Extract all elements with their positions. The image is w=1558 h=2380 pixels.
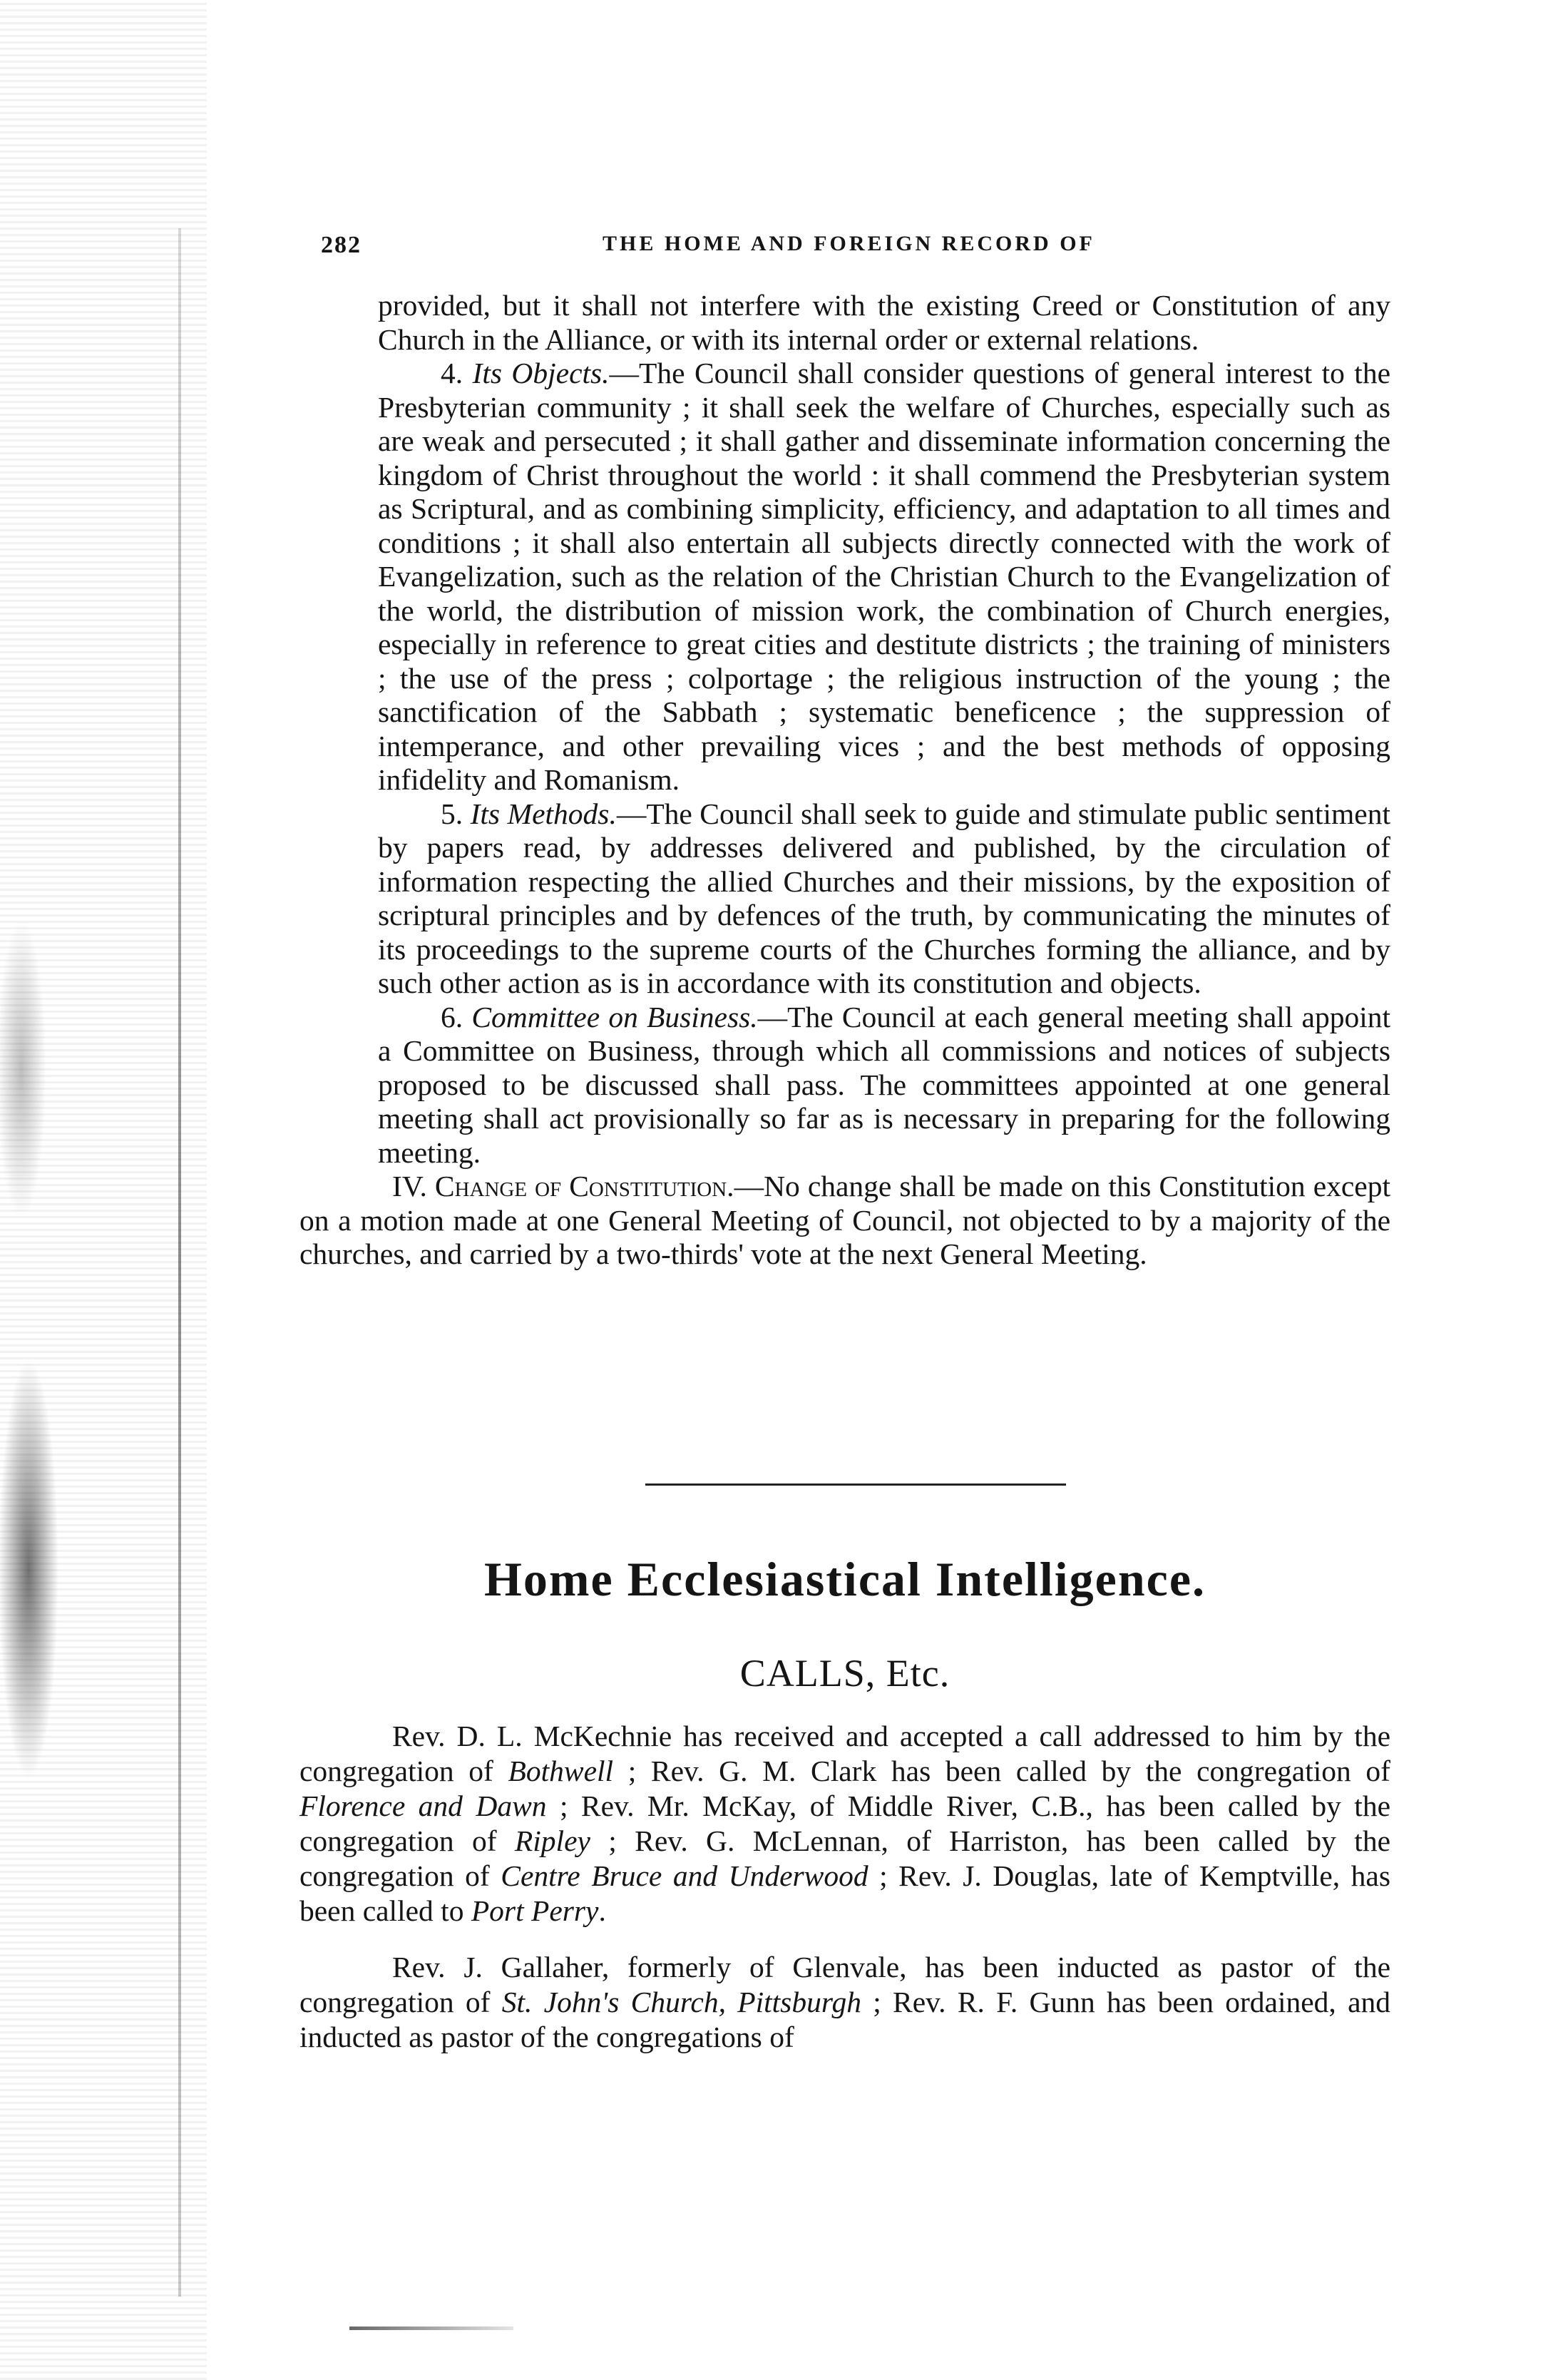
place-name: Centre Bruce and Underwood (501, 1859, 868, 1892)
calls-paragraph-2 (299, 1950, 1390, 2055)
methods-text: —The Council shall seek to guide and stimulate public sentiment by papers read, by addresses delivered and published, by the circulation of information respecting the allied Churches and their missions, by the exposition of scriptural principles and by defences of the truth, by communicating the minutes of its proceedings to the supreme courts of the Churches forming the alliance, and by such other action as is in accordance with its constitution and objects. (378, 797, 1391, 999)
change-text: —No change shall be made on this Constitution except on a motion made at one General Meeting of Council, not objected to by a majority of the churches, and carried by a two-thirds' vote at the next General Meeting. (299, 1170, 1391, 1270)
methods-paragraph (299, 797, 1390, 1001)
objects-heading: Its Objects. (472, 357, 610, 389)
page-number: 282 (321, 232, 362, 258)
constitution-text (299, 289, 1390, 1272)
committee-heading: Committee on Business. (471, 1000, 758, 1033)
section-title: Home Ecclesiastical Intelligence. (483, 1552, 1206, 1606)
continuation-paragraph: provided, but it shall not interfere with the existing Creed or Constitution of any Church in the Alliance, or with its internal order or external relations. (378, 289, 1390, 356)
calls-text-run: ; Rev. J. Douglas, late of Kemptville, has been called to (299, 1859, 1390, 1927)
objects-number: 4. (441, 357, 463, 389)
methods-heading: Its Methods. (470, 797, 617, 830)
calls-text-run: Rev. J. Gallaher, formerly of Glenvale, has been inducted as pastor of the congregation of (299, 1951, 1390, 2018)
calls-text-run: ; Rev. G. M. Clark has been called by the congregation of (613, 1755, 1390, 1787)
calls-text-run: ; Rev. G. McLennan, of Harriston, has been called by the congregation of (299, 1824, 1390, 1892)
running-header (321, 232, 1376, 275)
section-divider (645, 1483, 1066, 1486)
place-name: St. John's Church, Pittsburgh (501, 1986, 861, 2018)
subsection-title: CALLS, Etc. (739, 1652, 950, 1695)
place-name: Port Perry (471, 1894, 599, 1927)
calls-text-run: . (598, 1894, 606, 1927)
place-name: Florence and Dawn (299, 1789, 547, 1822)
change-heading: Change of Constitution. (434, 1170, 734, 1202)
objects-text: —The Council shall consider questions of general interest to the Presbyterian community ; it shall seek the welfare of Churches, especially such as are weak and persecuted ; it shall gather and disseminate information concerning the kingdom of Christ throughout the world : it shall commend the Presbyterian system as Scriptural, and as combining simplicity, efficiency, and adaptation to all times and conditions ; it shall also entertain all subjects directly connected with the work of Evangelization, such as the relation of the Christian Church to the Evangelization of the world, the distribution of mission work, the combination of Church energies, especially in reference to great cities and destitute districts ; the training of ministers ; the use of the press ; colportage ; the religious instruction of the young ; the sanctification of the Sabbath ; systematic beneficence ; the suppression of intemperance, and other prevailing vices ; and the best methods of opposing infidelity and Romanism. (378, 357, 1390, 796)
calls-text-run: ; Rev. R. F. Gunn has been ordained, and inducted as pastor of the congregations of (299, 1986, 1390, 2053)
calls-paragraph-1 (299, 1719, 1390, 1929)
methods-number: 5. (441, 797, 463, 830)
page-binding-shadow (178, 228, 181, 2297)
page-binding-edge (0, 0, 207, 2380)
committee-text: —The Council at each general meeting shall appoint a Committee on Business, through which all commissions and notices of subjects proposed to be discussed shall pass. The committees appointed at one general meeting shall act provisionally so far as is necessary in preparing for the following meeting. (378, 1000, 1391, 1169)
committee-number: 6. (441, 1000, 463, 1033)
calls-text (299, 1719, 1390, 2076)
calls-text-run: Rev. D. L. McKechnie has received and accepted a call addressed to him by the congregation of (299, 1720, 1390, 1787)
place-name: Bothwell (508, 1755, 614, 1787)
change-paragraph (299, 1170, 1390, 1272)
calls-text-run: ; Rev. Mr. McKay, of Middle River, C.B., has been called by the congregation of (299, 1789, 1390, 1857)
place-name: Ripley (514, 1824, 590, 1857)
footer-smudge (349, 2327, 513, 2330)
running-title: THE HOME AND FOREIGN RECORD OF (603, 232, 1095, 255)
change-number: IV. (392, 1170, 427, 1202)
committee-paragraph (299, 1001, 1390, 1170)
objects-paragraph (299, 357, 1390, 797)
